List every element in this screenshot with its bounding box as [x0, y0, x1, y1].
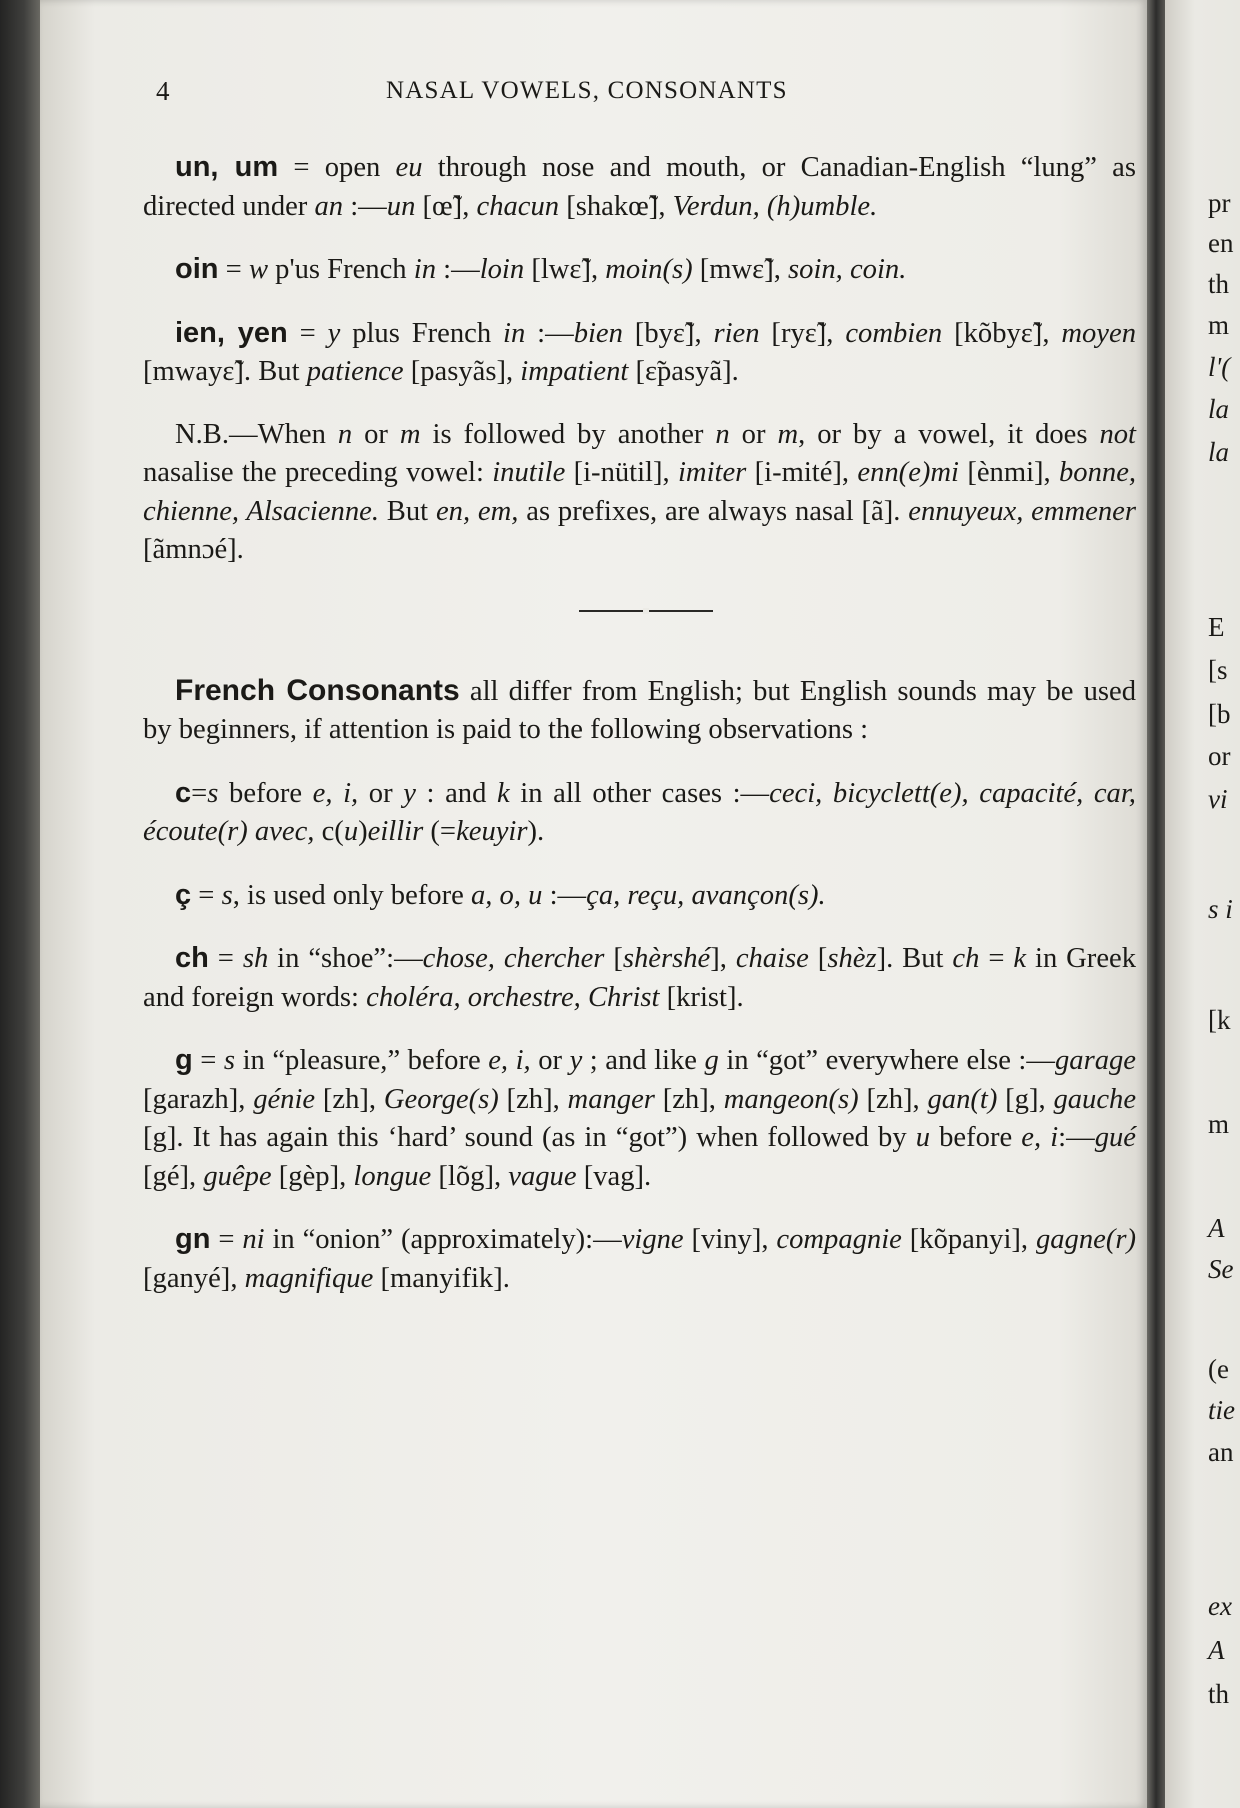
text-run: before: [930, 1122, 1022, 1153]
text-run: n: [715, 418, 730, 450]
facing-page-fragment: la: [1208, 437, 1230, 467]
paragraph-gn: [143, 1220, 1136, 1298]
text-run: :—: [1058, 1122, 1095, 1153]
page-body: [143, 148, 1136, 1322]
text-run: [i-mité],: [746, 457, 858, 488]
book-gutter: [1147, 0, 1165, 1808]
facing-page-fragment: th: [1208, 1679, 1230, 1709]
paragraph-ien-yen: [143, 314, 1136, 392]
entry-headword: ç: [175, 878, 192, 911]
text-run: :—: [542, 879, 587, 911]
text-run: an: [314, 190, 344, 222]
page-header: [156, 76, 1131, 116]
text-run: guêpe: [203, 1160, 272, 1192]
facing-page-edge: [1165, 0, 1240, 1808]
text-run: en, em,: [435, 495, 519, 527]
text-run: garage: [1054, 1045, 1136, 1076]
text-run: s: [223, 1045, 236, 1076]
text-run: But: [378, 495, 436, 527]
facing-page-fragment: [s: [1208, 655, 1228, 685]
text-run: [g]. It has again this ‘hard’ sound (as in “got”) when followed by: [143, 1122, 916, 1153]
text-run: N.B.—When: [175, 418, 338, 450]
text-run: vague: [508, 1160, 577, 1192]
text-run: gan(t): [927, 1083, 998, 1115]
facing-page-fragment: A: [1208, 1213, 1225, 1243]
text-run: ],: [710, 943, 736, 974]
text-run: ; and like: [582, 1045, 705, 1076]
entry-headword: c: [175, 776, 192, 809]
text-run: y: [569, 1045, 583, 1076]
text-run: bonne, chienne, Alsacienne.: [143, 457, 1137, 527]
text-run: impatient: [520, 356, 629, 387]
text-run: ): [358, 816, 368, 847]
text-run: [byɛ̃],: [622, 317, 714, 349]
facing-page-fragment: E: [1208, 612, 1225, 642]
text-run: as prefixes, are always nasal [ã].: [518, 495, 909, 527]
text-run: Verdun, (h)umble.: [672, 190, 878, 222]
paragraph-c-cedilla: [143, 876, 1136, 916]
text-run: m: [399, 418, 421, 450]
text-run: chose, chercher: [422, 943, 605, 974]
text-run: [zh],: [654, 1083, 724, 1115]
facing-page-fragment: A: [1208, 1635, 1225, 1665]
text-run: =: [191, 777, 208, 809]
facing-page-fragment: en: [1208, 228, 1234, 258]
text-run: enn(e)mi: [857, 457, 960, 488]
text-run: [viny],: [683, 1224, 777, 1255]
text-run: in all other cases :—: [509, 777, 770, 809]
text-run: shèz: [827, 943, 877, 974]
text-run: mangeon(s): [723, 1083, 859, 1115]
text-run: =: [192, 1045, 224, 1076]
text-run: George(s): [383, 1083, 499, 1115]
facing-page-fragment: th: [1208, 269, 1230, 299]
text-run: or: [358, 777, 404, 809]
text-run: longue: [353, 1160, 432, 1192]
text-run: [vag].: [576, 1160, 652, 1192]
text-run: p'us French: [268, 254, 414, 285]
text-run: :—: [525, 317, 574, 349]
text-run: [zh],: [315, 1083, 384, 1115]
section-divider: [579, 610, 713, 612]
text-run: =: [979, 943, 1014, 974]
text-run: :—: [343, 190, 387, 222]
facing-page-fragment: s i: [1208, 894, 1233, 924]
text-run: s: [207, 777, 219, 809]
text-run: [lõg],: [431, 1160, 509, 1192]
text-run: [zh],: [858, 1083, 928, 1115]
text-run: k: [1013, 943, 1027, 974]
text-run: a, o, u: [470, 879, 543, 911]
paragraph-ch: [143, 939, 1136, 1017]
text-run: in: [503, 317, 526, 349]
text-run: [shakœ̃],: [559, 190, 673, 222]
text-run: [mwayɛ̃]. But: [143, 356, 307, 387]
text-run: g: [704, 1045, 719, 1076]
entry-headword: French Consonants: [175, 673, 460, 707]
paragraph-consonants-intro: [143, 672, 1136, 750]
text-run: vigne: [621, 1224, 684, 1255]
text-run: moyen: [1061, 317, 1136, 349]
facing-page-fragment: vi: [1208, 784, 1228, 814]
paragraph-c: [143, 774, 1136, 852]
text-run: [ãmnɔé].: [143, 534, 244, 565]
text-run: , is used only before: [232, 879, 471, 911]
text-run: chacun: [476, 190, 560, 222]
text-run: génie: [253, 1083, 316, 1115]
text-run: [ènmi],: [959, 457, 1059, 488]
text-run: k: [496, 777, 510, 809]
text-run: in “got” everywhere else :—: [718, 1045, 1055, 1076]
text-run: ).: [527, 816, 545, 847]
text-run: eu: [395, 152, 423, 183]
text-run: =: [210, 1224, 243, 1255]
text-run: sh: [242, 943, 269, 974]
text-run: nasalise the preceding vowel:: [143, 457, 493, 488]
facing-page-fragment: tie: [1208, 1395, 1235, 1425]
text-run: or: [352, 418, 400, 450]
text-run: [lwɛ̃],: [524, 254, 606, 285]
text-run: gué: [1094, 1122, 1136, 1153]
text-run: in: [413, 254, 436, 285]
entry-headword: ch: [175, 942, 209, 974]
facing-page-fragment: ex: [1208, 1591, 1232, 1621]
page-number: 4: [156, 76, 170, 106]
text-run: w: [248, 254, 269, 285]
facing-page-fragment: m: [1208, 310, 1230, 340]
text-run: [ɛ̃pasyã].: [628, 356, 739, 387]
text-run: e, i,: [488, 1045, 531, 1076]
text-run: [garazh],: [143, 1083, 254, 1115]
text-run: u: [343, 816, 359, 847]
text-run: not: [1099, 418, 1136, 450]
text-run: = open: [278, 152, 396, 183]
text-run: c(: [314, 816, 344, 847]
text-run: inutile: [492, 457, 566, 488]
text-run: is followed by another: [420, 418, 716, 450]
text-run: eillir: [367, 816, 424, 847]
text-run: e, i,: [312, 777, 359, 809]
facing-page-fragment: (e: [1208, 1354, 1229, 1384]
text-run: in “onion” (approximately):—: [264, 1224, 622, 1255]
text-run: before: [218, 777, 313, 809]
text-run: moin(s): [605, 254, 693, 285]
text-run: ceci, bicyclett(e), capacité, car, écoute(r) avec,: [143, 777, 1136, 847]
text-run: [krist].: [659, 981, 744, 1013]
text-run: =: [218, 254, 249, 285]
facing-page-fragment: l'(: [1208, 352, 1231, 382]
text-run: magnifique: [244, 1262, 374, 1294]
text-run: in Greek and foreign words:: [143, 943, 1137, 1013]
text-run: compagnie: [776, 1224, 902, 1255]
facing-page-fragment: an: [1208, 1437, 1234, 1467]
facing-page-fragment: la: [1208, 394, 1230, 424]
text-run: through nose and mouth, or Canadian-English “lung” as directed under: [143, 152, 1137, 222]
book-cover-edge: [0, 0, 40, 1808]
entry-headword: g: [175, 1044, 193, 1076]
text-run: patience: [306, 356, 404, 387]
text-run: [ryɛ̃],: [759, 317, 846, 349]
text-run: ennuyeux, emmener: [908, 495, 1136, 527]
text-run: [mwɛ̃],: [692, 254, 789, 285]
text-run: [gé],: [143, 1160, 204, 1192]
text-run: =: [208, 943, 243, 974]
paragraph-un-um: [143, 148, 1136, 226]
text-run: loin: [479, 254, 525, 285]
facing-page-fragment: pr: [1208, 188, 1231, 218]
text-run: soin, coin.: [788, 254, 907, 285]
entry-headword: ien, yen: [175, 316, 288, 349]
text-run: or: [729, 418, 778, 450]
text-run: combien: [845, 317, 943, 349]
text-run: (=: [423, 816, 457, 847]
entry-headword: un, um: [175, 151, 279, 183]
text-run: keuyir: [456, 816, 528, 847]
entry-headword: oin: [175, 253, 219, 285]
text-run: u: [915, 1122, 931, 1153]
text-run: [gèp],: [271, 1160, 354, 1192]
facing-page-fragment: [b: [1208, 699, 1231, 729]
text-run: =: [191, 879, 222, 911]
text-run: ça, reçu, avançon(s).: [586, 879, 826, 911]
text-run: shèrshé: [622, 943, 711, 974]
paragraph-nb: [143, 416, 1136, 570]
text-run: gauche: [1053, 1083, 1137, 1115]
text-run: imiter: [677, 457, 747, 488]
text-run: rien: [713, 317, 760, 349]
paragraph-g: [143, 1041, 1136, 1196]
entry-headword: gn: [175, 1223, 211, 1255]
text-run: [manyifik].: [373, 1262, 510, 1294]
text-run: [g],: [997, 1083, 1054, 1115]
text-run: : and: [415, 777, 497, 809]
facing-page-fragment: [k: [1208, 1005, 1231, 1035]
text-run: [zh],: [498, 1083, 568, 1115]
text-run: y: [403, 777, 416, 809]
text-run: [i-nütil],: [565, 457, 678, 488]
text-run: =: [287, 317, 328, 349]
text-run: [ganyé],: [143, 1262, 245, 1294]
text-run: :—: [436, 254, 480, 285]
facing-page-fragment: Se: [1208, 1254, 1234, 1284]
paragraph-oin: [143, 250, 1136, 290]
facing-page-fragment: or: [1208, 741, 1231, 771]
text-run: [: [808, 943, 828, 974]
text-run: chaise: [735, 943, 809, 974]
text-run: ch: [952, 943, 980, 974]
text-run: in “pleasure,” before: [235, 1045, 489, 1076]
text-run: choléra, orchestre, Christ: [366, 981, 660, 1013]
text-run: s: [221, 879, 233, 911]
text-run: [œ̃],: [415, 190, 477, 222]
text-run: all differ from English; but English sounds may be used by beginners, if attention is paid to the following observations :: [143, 675, 1136, 745]
text-run: n: [337, 418, 353, 450]
text-run: , or by a vowel, it does: [798, 418, 1100, 450]
book-page: [40, 0, 1147, 1808]
text-run: manger: [567, 1083, 655, 1115]
text-run: [kõbyɛ̃],: [942, 317, 1062, 349]
text-run: plus French: [340, 317, 504, 349]
text-run: [kõpanyi],: [901, 1224, 1036, 1255]
text-run: y: [327, 317, 341, 349]
text-run: un: [386, 190, 416, 222]
text-run: m: [777, 418, 799, 450]
text-run: or: [530, 1045, 570, 1076]
text-run: ]. But: [876, 943, 953, 974]
running-head: NASAL VOWELS, CONSONANTS: [386, 77, 788, 104]
text-run: gagne(r): [1035, 1224, 1137, 1255]
facing-page-fragment: m: [1208, 1109, 1230, 1139]
text-run: e, i: [1021, 1122, 1059, 1153]
text-run: ni: [242, 1224, 265, 1255]
text-run: bien: [573, 317, 623, 349]
text-run: [pasyãs],: [403, 356, 521, 387]
text-run: [: [604, 943, 623, 974]
text-run: in “shoe”:—: [268, 943, 423, 974]
